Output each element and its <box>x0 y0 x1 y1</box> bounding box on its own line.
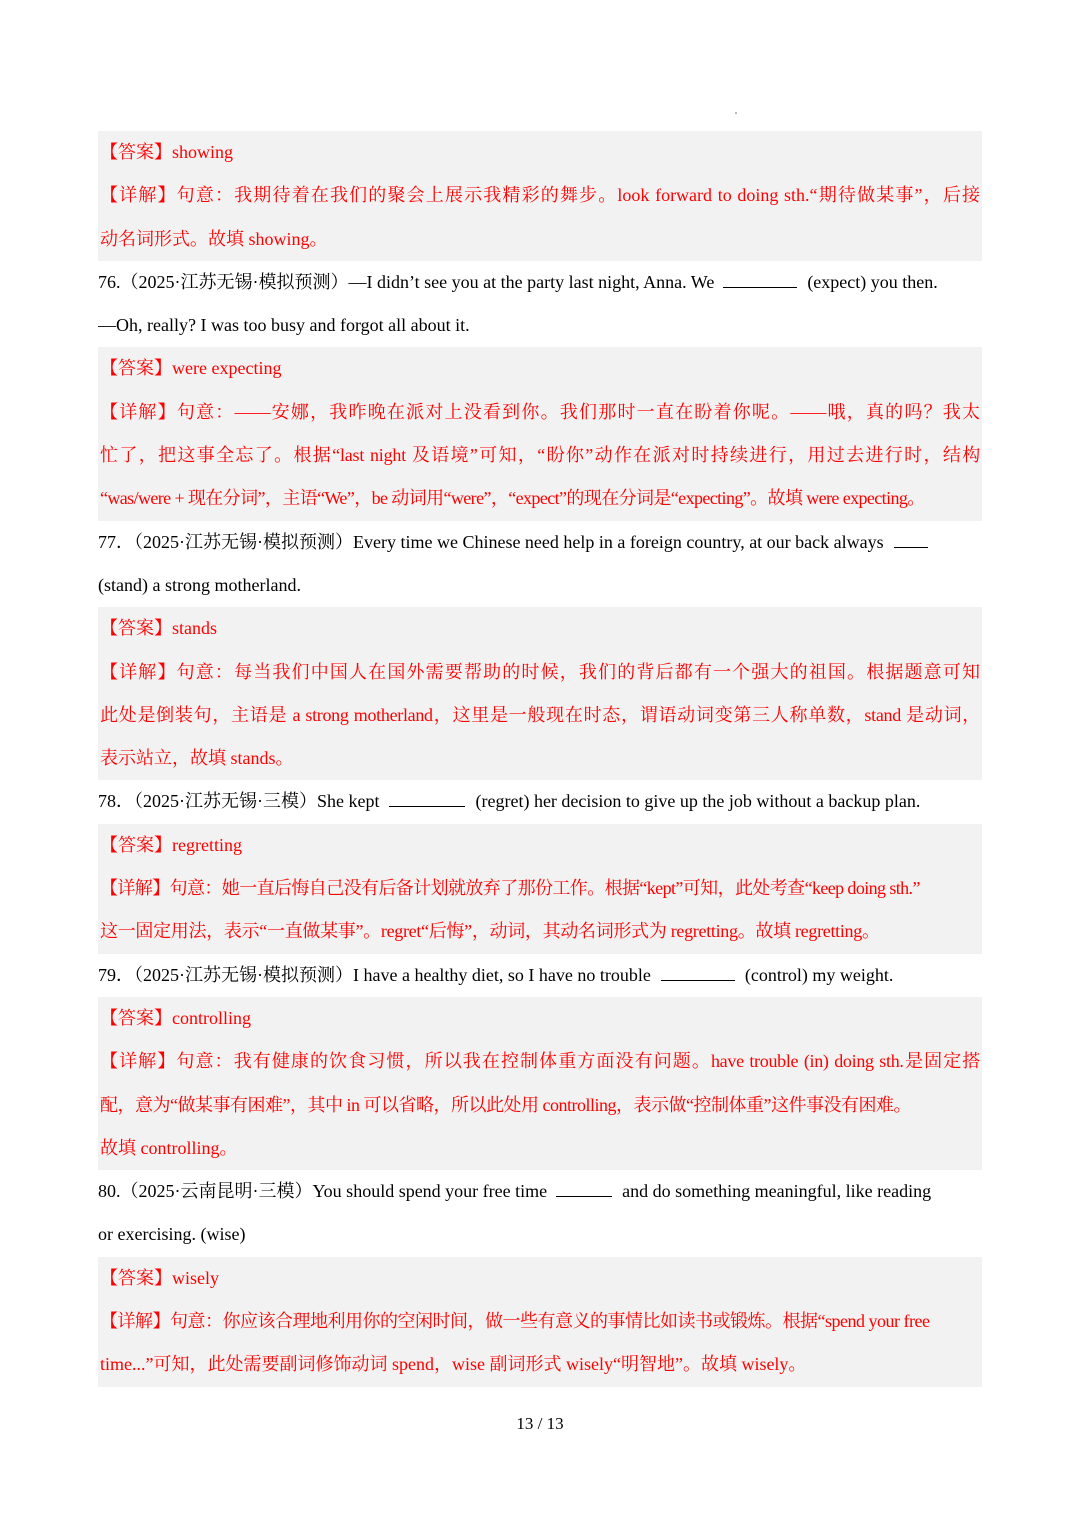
detail-79-line-2: 配，意为“做某事有困难”，其中 in 可以省略，所以此处用 controlling，表示做“控制体重”这件事没有困难。 <box>100 1094 911 1115</box>
answer-79: 【答案】controlling <box>100 1007 251 1028</box>
answer-blank-80[interactable] <box>556 1195 612 1197</box>
detail-78-line-2: 这一固定用法，表示“一直做某事”。regret“后悔”，动词，其动名词形式为 regretting。故填 regretting。 <box>100 921 880 942</box>
answer-blank-76[interactable] <box>723 286 797 288</box>
answer-block-77 <box>98 607 982 780</box>
answer-block-79 <box>98 997 982 1170</box>
answer-block-75 <box>98 131 982 261</box>
question-78-line-1: 78．（2025·江苏无锡·三模）She kept (regret) her decision to give up the job without a backup plan. <box>98 791 921 812</box>
detail-79-line-3: 故填 controlling。 <box>100 1137 238 1158</box>
page-content <box>98 131 982 1387</box>
answer-block-78 <box>98 824 982 954</box>
answer-76: 【答案】were expecting <box>100 358 282 379</box>
detail-75-line-1: 【详解】句意：我期待着在我们的聚会上展示我精彩的舞步。look forward to doing sth.“期待做某事”，后接 <box>100 185 980 206</box>
question-77-line-1: 77．（2025·江苏无锡·模拟预测）Every time we Chinese need help in a foreign country, at our back always <box>98 521 982 564</box>
answer-blank-78[interactable] <box>389 805 465 807</box>
question-80-line-2: or exercising. (wise) <box>98 1224 246 1245</box>
detail-76-line-3: “was/were + 现在分词”，主语“We”，be 动词用“were”，“expect”的现在分词是“expecting”。故填 were expecting。 <box>100 488 925 509</box>
question-80-line-1: 80.（2025·云南昆明·三模）You should spend your free time and do something meaningful, like reading <box>98 1181 932 1202</box>
question-76-line-2: —Oh, really? I was too busy and forgot all about it. <box>98 315 470 336</box>
detail-77-line-2: 此处是倒装句，主语是 a strong motherland，这里是一般现在时态，谓语动词变第三人称单数，stand 是动词， <box>100 704 980 725</box>
detail-79-line-1: 【详解】句意：我有健康的饮食习惯，所以我在控制体重方面没有问题。have trouble (in) doing sth.是固定搭 <box>100 1051 980 1072</box>
question-79-line-1: 79．（2025·江苏无锡·模拟预测）I have a healthy diet, so I have no trouble (control) my weight. <box>98 964 894 985</box>
answer-blank-77[interactable] <box>894 546 928 548</box>
answer-block-80 <box>98 1257 982 1387</box>
answer-80: 【答案】wisely <box>100 1267 219 1288</box>
answer-block-76 <box>98 347 982 520</box>
page-number: 13 / 13 <box>516 1414 564 1433</box>
detail-77-line-3: 表示站立，故填 stands。 <box>100 748 294 769</box>
answer-75: 【答案】showing <box>100 142 234 162</box>
answer-77: 【答案】stands <box>100 618 217 639</box>
detail-80-line-2: time...”可知，此处需要副词修饰动词 spend，wise 副词形式 wisely“明智地”。故填 wisely。 <box>100 1354 807 1375</box>
detail-78-line-1: 【详解】句意：她一直后悔自己没有后备计划就放弃了那份工作。根据“kept”可知，此处考查“keep doing sth.” <box>100 878 920 899</box>
detail-76-line-1: 【详解】句意：——安娜，我昨晚在派对上没看到你。我们那时一直在盼着你呢。——哦，真的吗？我太 <box>100 401 980 422</box>
question-76-line-1: 76.（2025·江苏无锡·模拟预测）—I didn’t see you at the party last night, Anna. We (expect) you then. <box>98 271 938 292</box>
detail-76-line-2: 忙了，把这事全忘了。根据“last night 及语境”可知，“盼你”动作在派对时持续进行，用过去进行时，结构 <box>100 445 980 466</box>
detail-80-line-1: 【详解】句意：你应该合理地利用你的空闲时间，做一些有意义的事情比如读书或锻炼。根据“spend your free <box>100 1311 930 1332</box>
answer-blank-79[interactable] <box>661 979 735 981</box>
question-77-line-2: (stand) a strong motherland. <box>98 574 301 595</box>
answer-78: 【答案】regretting <box>100 834 242 855</box>
detail-75-line-2: 动名词形式。故填 showing。 <box>100 228 328 249</box>
detail-77-line-1: 【详解】句意：每当我们中国人在国外需要帮助的时候，我们的背后都有一个强大的祖国。根据题意可知 <box>100 661 980 682</box>
stray-dot <box>735 112 737 114</box>
